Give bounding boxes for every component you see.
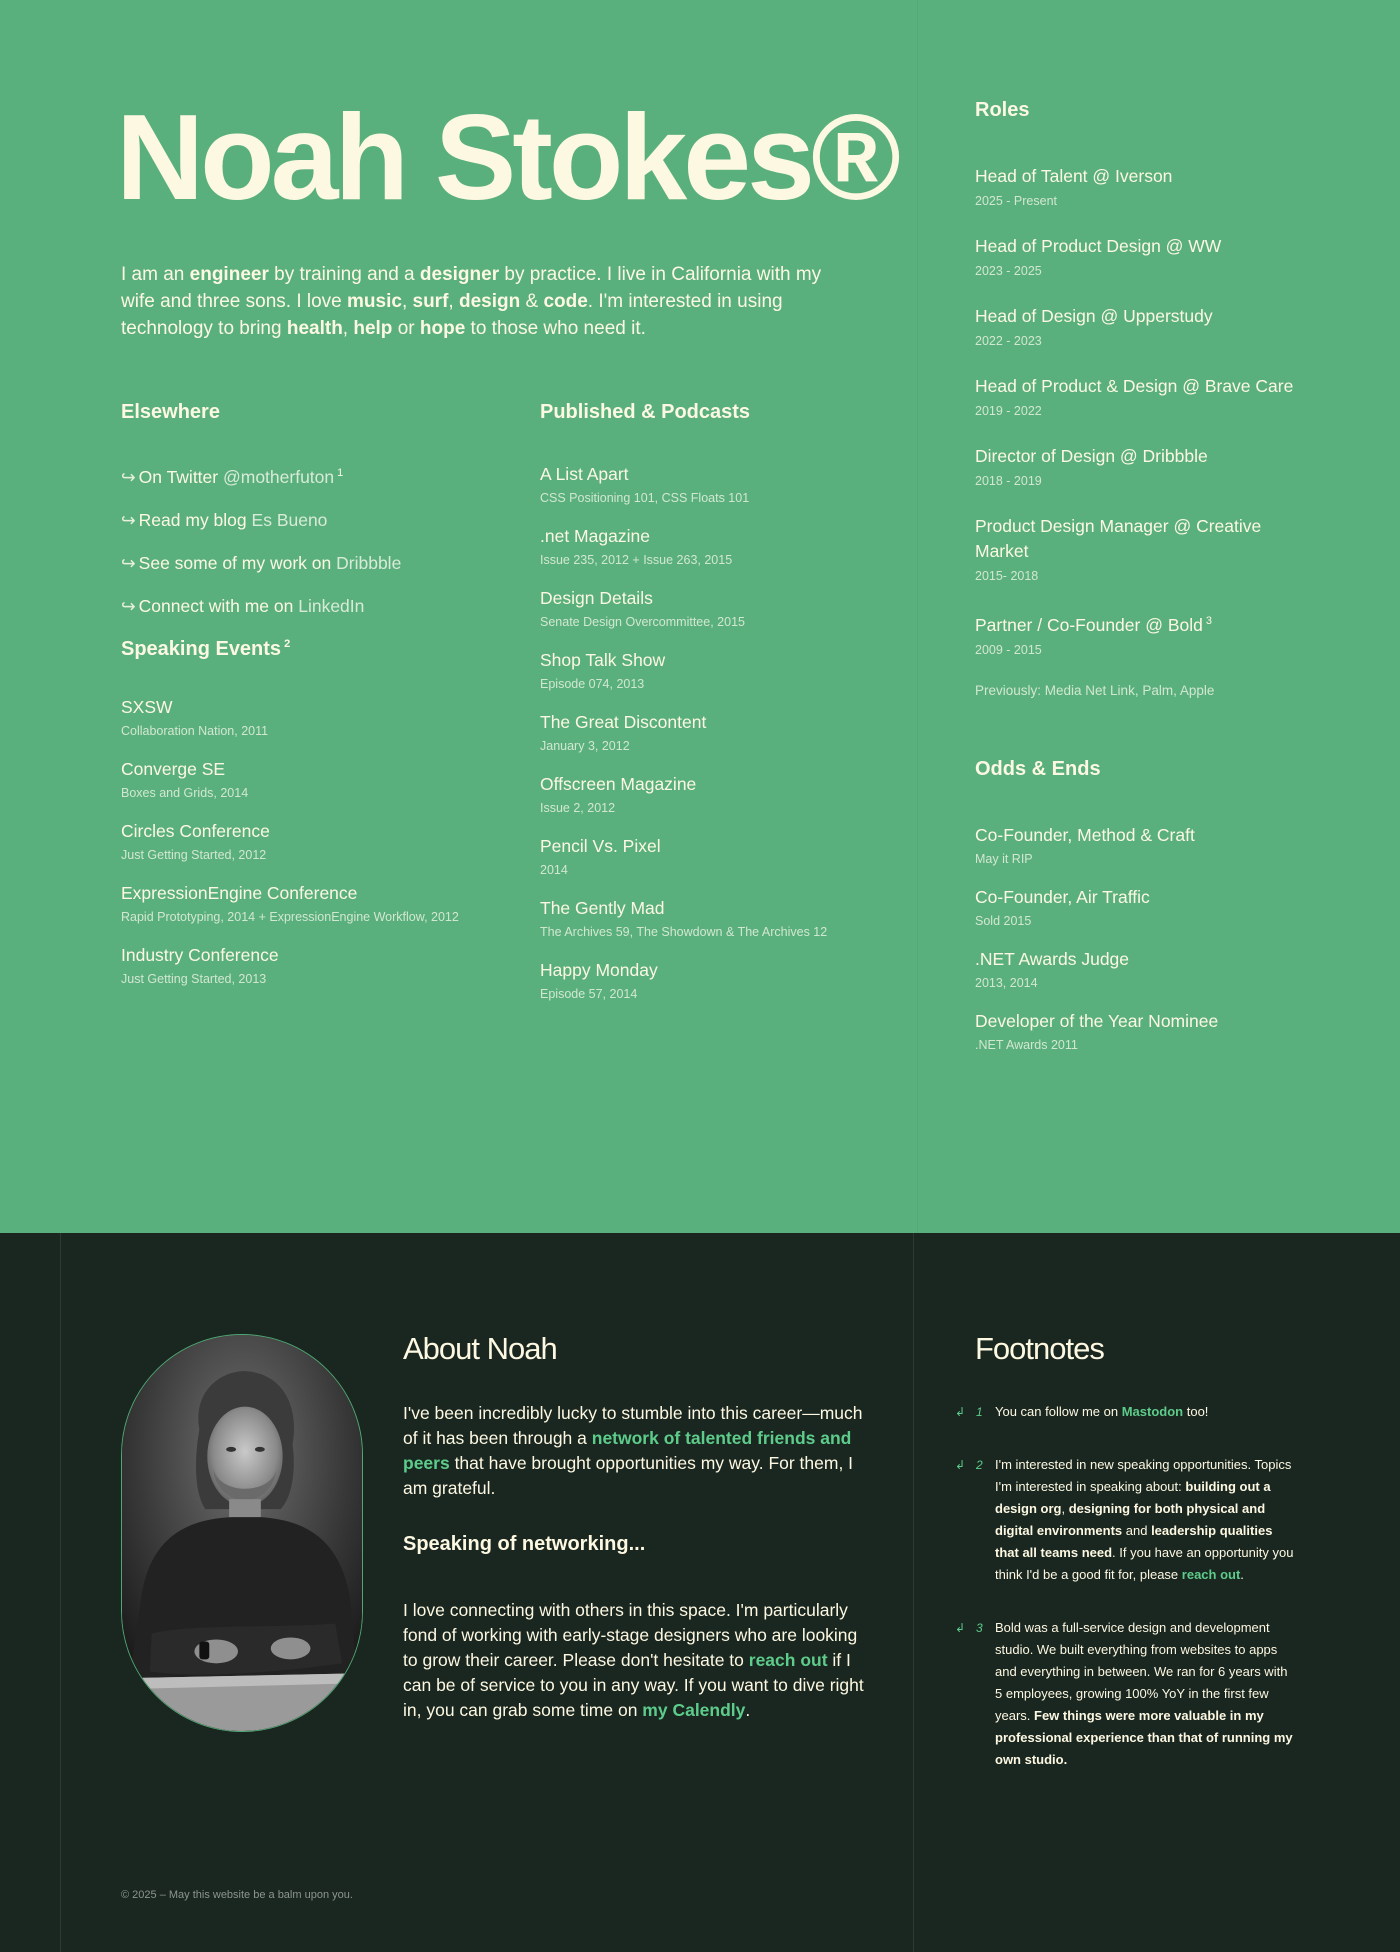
role-item[interactable] <box>975 374 1295 423</box>
item-title-text: Product Design Manager @ Creative Market <box>975 516 1262 561</box>
item-subtitle: 2023 - 2025 <box>975 264 1042 278</box>
text-run: too! <box>1183 1404 1209 1419</box>
text-run: . <box>1240 1567 1244 1582</box>
footnote-number: 2 <box>976 1458 983 1472</box>
intro-emphasis: health <box>286 318 343 339</box>
text-run: . If you have an opportunity you think I'd be a good fit for, please <box>995 1545 1294 1582</box>
item-title <box>540 896 870 920</box>
item-title <box>121 943 501 967</box>
item-title-text: .net Magazine <box>540 526 650 546</box>
text-run: that have brought opportunities my way. For them, I am grateful. <box>403 1453 854 1498</box>
elsewhere-list <box>121 462 501 617</box>
intro-text <box>121 261 841 342</box>
item-title-text: .NET Awards Judge <box>975 948 1130 969</box>
elsewhere-label: Connect with me on <box>138 595 294 616</box>
text-run: if I can be of service to you in any way. If you want to dive right in, you can grab some time on <box>403 1650 864 1720</box>
item-title-text: Circles Conference <box>121 820 270 841</box>
return-icon[interactable]: ↲ <box>955 1621 966 1635</box>
list-item[interactable] <box>540 648 870 697</box>
item-subtitle: Episode 57, 2014 <box>540 987 638 1001</box>
role-item[interactable] <box>975 514 1295 588</box>
list-item[interactable] <box>121 695 501 744</box>
divider <box>60 1233 61 1952</box>
item-subtitle: Rapid Prototyping, 2014 + ExpressionEngine Workflow, 2012 <box>121 909 459 924</box>
intro-text-run: , <box>448 291 459 312</box>
about-block <box>403 1331 873 1723</box>
item-title-text: The Great Discontent <box>540 712 707 732</box>
footnote-ref[interactable]: 3 <box>1205 615 1212 627</box>
elsewhere-link[interactable]: @motherfuton <box>222 466 335 487</box>
item-title <box>540 524 870 548</box>
role-item[interactable] <box>975 444 1295 493</box>
footnote-emphasis: designing for both physical and digital environments <box>995 1501 1266 1538</box>
intro-text-run: . I'm interested in using technology to bring <box>121 291 783 339</box>
item-title <box>975 304 1295 329</box>
list-item[interactable] <box>975 885 1295 934</box>
item-title <box>975 1009 1295 1033</box>
item-subtitle: May it RIP <box>975 851 1033 866</box>
elsewhere-label: Read my blog <box>138 509 247 530</box>
about-paragraph <box>403 1401 873 1501</box>
item-title-text: Industry Conference <box>121 944 279 965</box>
item-subtitle: Just Getting Started, 2012 <box>121 847 267 862</box>
list-item[interactable] <box>540 896 870 945</box>
footnote-item <box>955 1617 1295 1771</box>
divider <box>913 1233 914 1952</box>
text-run: You can follow me on <box>995 1404 1122 1419</box>
role-item[interactable] <box>975 164 1295 213</box>
arrow-icon: ↪ <box>121 509 136 530</box>
footnote-ref[interactable]: 2 <box>284 638 291 651</box>
elsewhere-label: On Twitter <box>138 466 219 487</box>
item-subtitle: 2013, 2014 <box>975 975 1038 990</box>
list-item[interactable] <box>975 823 1295 872</box>
item-title-text: Design Details <box>540 588 653 608</box>
inline-link[interactable]: reach out <box>1181 1567 1241 1582</box>
item-title-text: Director of Design @ Dribbble <box>975 446 1208 466</box>
inline-link[interactable]: my Calendly <box>642 1700 746 1720</box>
item-subtitle: Issue 235, 2012 + Issue 263, 2015 <box>540 553 733 567</box>
item-title-text: Developer of the Year Nominee <box>975 1010 1219 1031</box>
intro-text-run: & <box>520 291 544 312</box>
item-subtitle: 2022 - 2023 <box>975 334 1042 348</box>
previously-text: Previously: Media Net Link, Palm, Apple <box>975 682 1215 698</box>
text-run: Bold was a full-service design and development studio. We built everything from websites to apps and everything in between. We ran for 6 years with 5 employees, growing 100% YoY in the first few years. <box>995 1620 1288 1723</box>
item-subtitle: 2019 - 2022 <box>975 404 1042 418</box>
footnote-text <box>995 1454 1295 1586</box>
item-title <box>540 710 870 734</box>
item-subtitle: 2014 <box>540 863 568 877</box>
elsewhere-item <box>121 509 501 531</box>
footnotes-block <box>955 1331 1295 1802</box>
item-title-text: Offscreen Magazine <box>540 774 697 794</box>
about-section <box>0 1233 1400 1952</box>
intro-emphasis: engineer <box>189 264 269 285</box>
speaking-heading-label: Speaking Events <box>121 637 282 660</box>
published-list <box>540 462 870 1007</box>
list-item[interactable] <box>121 819 501 868</box>
arrow-icon: ↪ <box>121 466 136 487</box>
elsewhere-item <box>121 552 501 574</box>
text-run: and <box>1122 1523 1152 1538</box>
item-title <box>975 947 1295 971</box>
item-title <box>975 444 1295 469</box>
footnote-number: 1 <box>976 1405 983 1419</box>
odds-list <box>975 823 1295 1058</box>
item-title <box>975 374 1295 399</box>
item-subtitle: The Archives 59, The Showdown & The Archives 12 <box>540 925 828 939</box>
return-icon[interactable]: ↲ <box>955 1458 966 1472</box>
item-title <box>540 586 870 610</box>
text-run: I've been incredibly lucky to stumble into this career—much of it has been through a <box>403 1403 863 1448</box>
item-title-text: Happy Monday <box>540 960 658 980</box>
list-item[interactable] <box>540 524 870 573</box>
item-subtitle: Just Getting Started, 2013 <box>121 971 267 986</box>
item-title <box>975 885 1295 909</box>
intro-emphasis: code <box>543 291 588 312</box>
intro-text-run: to those who need it. <box>465 318 646 339</box>
role-item[interactable] <box>975 609 1295 662</box>
item-subtitle: 2009 - 2015 <box>975 642 1042 657</box>
item-title <box>540 958 870 982</box>
intro-text-run: by training and a <box>268 264 420 285</box>
inline-link[interactable]: reach out <box>748 1650 828 1670</box>
footnote-number: 3 <box>976 1621 983 1635</box>
list-item[interactable] <box>540 586 870 635</box>
list-item[interactable] <box>540 710 870 759</box>
item-subtitle: Boxes and Grids, 2014 <box>121 785 249 800</box>
item-title-text: Partner / Co-Founder @ Bold <box>975 614 1203 635</box>
elsewhere-link[interactable]: Es Bueno <box>251 509 328 530</box>
arrow-icon: ↪ <box>121 552 136 573</box>
footnotes-heading: Footnotes <box>975 1331 1104 1366</box>
arrow-icon: ↪ <box>121 595 136 616</box>
inline-link[interactable]: Mastodon <box>1121 1404 1184 1419</box>
about-heading: About Noah <box>403 1331 557 1366</box>
right-column <box>975 99 1295 1071</box>
intro-text-run: , <box>342 318 354 339</box>
list-item[interactable] <box>540 462 870 511</box>
intro-emphasis: hope <box>419 318 466 339</box>
intro-text-run: I am an <box>121 264 190 285</box>
role-item[interactable] <box>975 234 1295 283</box>
portrait-illustration <box>122 1335 362 1731</box>
list-item[interactable] <box>975 1009 1295 1058</box>
speaking-heading <box>121 638 501 661</box>
item-title <box>975 234 1295 259</box>
footnote-item <box>955 1401 1295 1423</box>
footnote-ref[interactable]: 1 <box>337 467 344 479</box>
list-item[interactable] <box>540 834 870 883</box>
item-subtitle: Senate Design Overcommittee, 2015 <box>540 615 745 629</box>
list-item[interactable] <box>540 772 870 821</box>
item-title-text: Head of Design @ Upperstudy <box>975 306 1213 326</box>
item-subtitle: January 3, 2012 <box>540 739 630 753</box>
text-run: I'm interested in new speaking opportunities. Topics I'm interested in speaking about: <box>995 1457 1292 1494</box>
portrait-photo <box>121 1334 363 1732</box>
published-heading: Published & Podcasts <box>540 401 751 423</box>
roles-heading: Roles <box>975 99 1030 121</box>
roles-list <box>975 164 1295 662</box>
item-title-text: Head of Product & Design @ Brave Care <box>975 376 1294 396</box>
footnote-item <box>955 1454 1295 1586</box>
item-title <box>121 757 501 781</box>
item-title-text: A List Apart <box>540 464 629 484</box>
footnote-emphasis: Few things were more valuable in my professional experience than that of running my own studio. <box>995 1708 1293 1767</box>
divider <box>917 0 918 1233</box>
speaking-list <box>121 695 501 992</box>
item-title <box>540 772 870 796</box>
item-subtitle: Sold 2015 <box>975 913 1032 928</box>
list-item[interactable] <box>540 958 870 1007</box>
item-title-text: ExpressionEngine Conference <box>121 882 358 903</box>
item-title-text: The Gently Mad <box>540 898 665 918</box>
item-title <box>540 648 870 672</box>
networking-paragraph <box>403 1598 873 1723</box>
item-title-text: Head of Product Design @ WW <box>975 236 1222 256</box>
intro-emphasis: designer <box>419 264 500 285</box>
list-item[interactable] <box>121 943 501 992</box>
item-subtitle: 2015- 2018 <box>975 569 1039 583</box>
site-title: Noah Stokes® <box>116 89 897 225</box>
item-title <box>121 881 501 905</box>
item-title <box>975 823 1295 847</box>
elsewhere-item <box>121 462 501 488</box>
item-subtitle: Issue 2, 2012 <box>540 801 616 815</box>
copyright: © 2025 – May this website be a balm upon you. <box>121 1889 353 1901</box>
item-title-text: Converge SE <box>121 758 226 779</box>
intro-text-run: or <box>392 318 420 339</box>
text-run: , <box>1061 1501 1069 1516</box>
footnote-emphasis: leadership qualities that all teams need <box>995 1523 1273 1560</box>
item-title-text: Shop Talk Show <box>540 650 666 670</box>
footnote-text <box>995 1617 1295 1771</box>
item-title <box>540 462 870 486</box>
list-item[interactable] <box>121 881 501 930</box>
elsewhere-item <box>121 595 501 617</box>
item-subtitle: Collaboration Nation, 2011 <box>121 723 269 738</box>
item-title <box>975 164 1295 189</box>
item-title-text: Co-Founder, Method & Craft <box>975 824 1195 845</box>
item-title <box>975 514 1295 564</box>
intro-emphasis: help <box>353 318 393 339</box>
footnote-emphasis: building out a design org <box>995 1479 1271 1516</box>
item-subtitle: CSS Positioning 101, CSS Floats 101 <box>540 491 750 505</box>
elsewhere-link[interactable]: Dribbble <box>336 552 402 573</box>
item-subtitle: .NET Awards 2011 <box>975 1037 1078 1052</box>
item-title <box>540 834 870 858</box>
elsewhere-label: See some of my work on <box>138 552 332 573</box>
intro-text-run: by practice. I live in California with my wife and three sons. I love <box>121 264 822 312</box>
odds-heading: Odds & Ends <box>975 757 1101 780</box>
list-item[interactable] <box>121 757 501 806</box>
networking-heading: Speaking of networking... <box>403 1533 646 1555</box>
footnote-text <box>995 1401 1295 1423</box>
item-subtitle: 2018 - 2019 <box>975 474 1042 488</box>
item-title-text: Pencil Vs. Pixel <box>540 836 661 856</box>
item-title <box>121 819 501 843</box>
item-title-text: Co-Founder, Air Traffic <box>975 886 1150 907</box>
elsewhere-heading: Elsewhere <box>121 401 220 423</box>
list-item[interactable] <box>975 947 1295 996</box>
footnotes-list <box>955 1401 1295 1771</box>
middle-column <box>540 401 870 1020</box>
intro-emphasis: surf <box>412 291 449 312</box>
return-icon[interactable]: ↲ <box>955 1405 966 1419</box>
inline-link[interactable]: network of talented friends and peers <box>403 1428 852 1473</box>
item-title <box>121 695 501 719</box>
role-item[interactable] <box>975 304 1295 353</box>
intro-emphasis: music <box>347 291 402 312</box>
text-run: I love connecting with others in this space. I'm particularly fond of working with early-stage designers who are looking to grow their career. Please don't hesitate to <box>403 1600 858 1670</box>
intro-text-run: , <box>401 291 413 312</box>
item-title-text: SXSW <box>121 696 173 717</box>
intro-emphasis: design <box>458 291 521 312</box>
elsewhere-link[interactable]: LinkedIn <box>298 595 365 616</box>
item-title-text: Head of Talent @ Iverson <box>975 166 1173 186</box>
item-title <box>975 609 1295 638</box>
item-subtitle: Episode 074, 2013 <box>540 677 645 691</box>
text-run: . <box>745 1700 751 1720</box>
left-column <box>121 401 501 1005</box>
item-subtitle: 2025 - Present <box>975 194 1057 208</box>
